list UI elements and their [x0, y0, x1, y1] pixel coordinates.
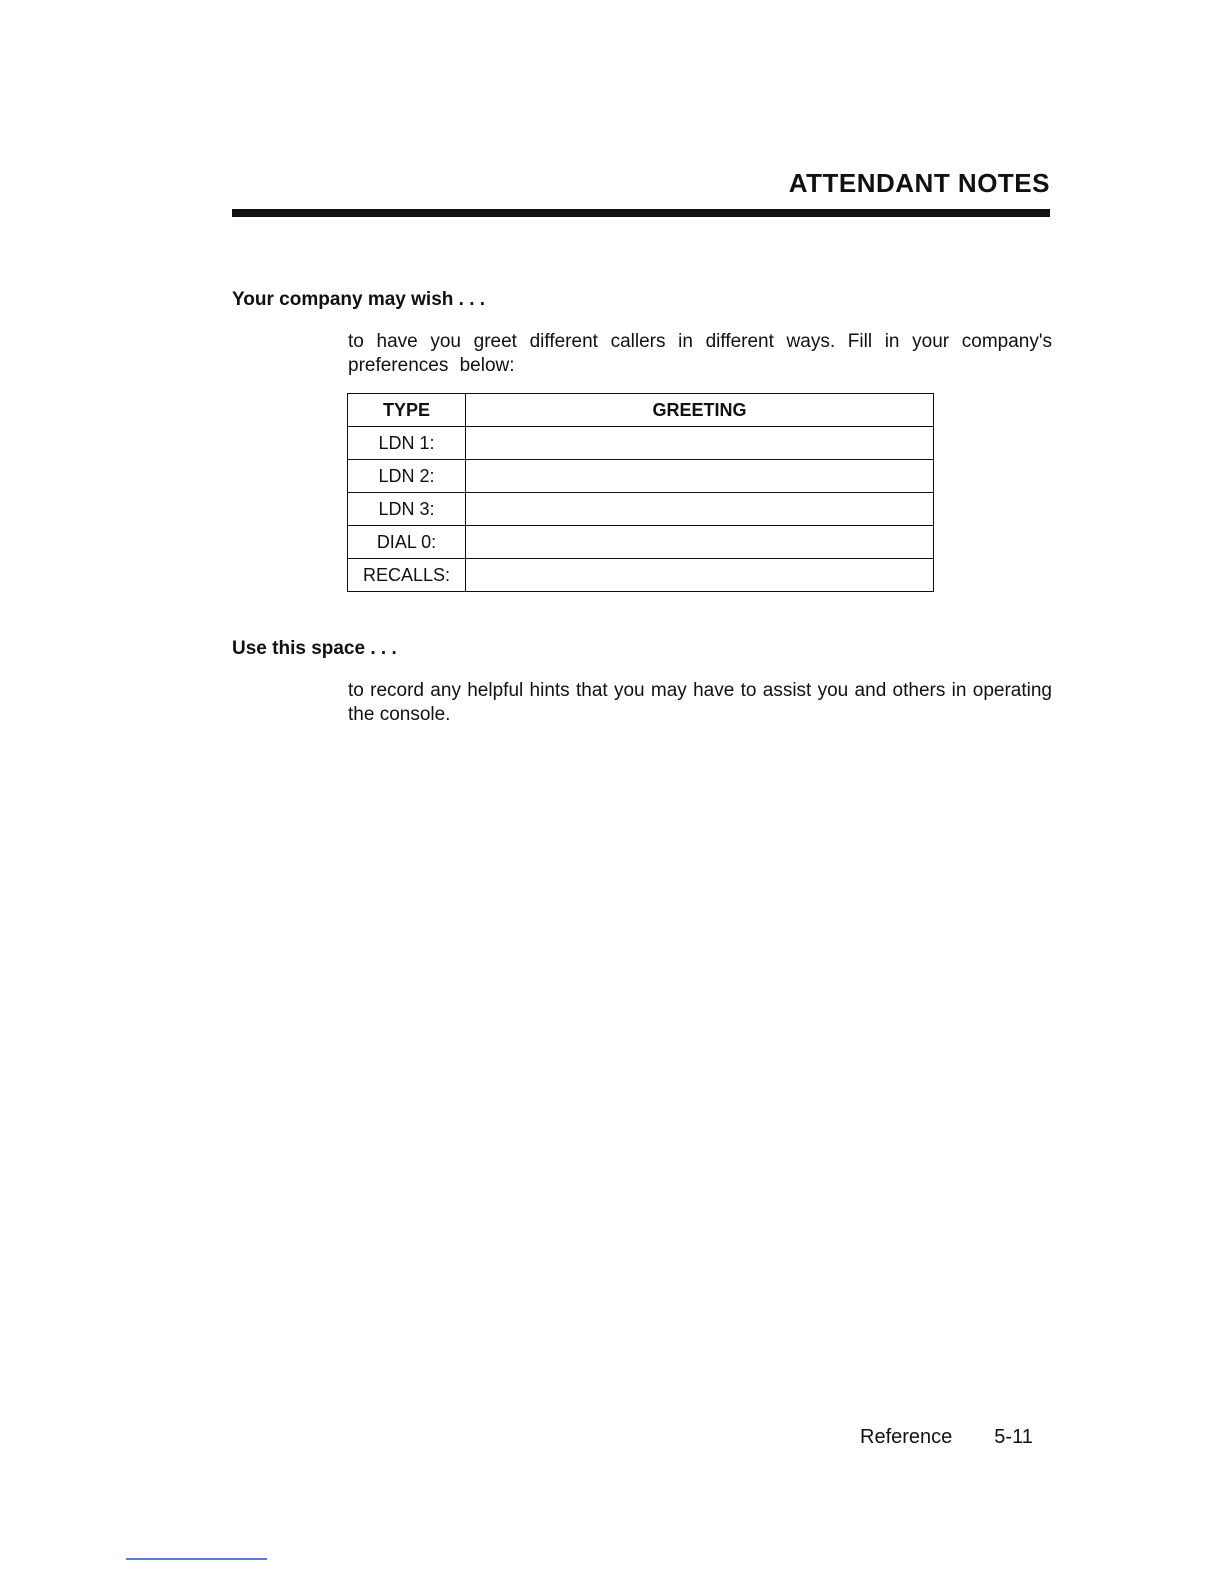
footer-section-name: Reference [860, 1426, 953, 1448]
section-body-use-space: to record any helpful hints that you may have to assist you and others in operating the console. [348, 680, 1052, 725]
type-cell: RECALLS: [348, 559, 466, 592]
title-rule [232, 209, 1050, 217]
table-row [348, 493, 934, 526]
greeting-cell[interactable] [466, 493, 934, 526]
column-header-greeting: GREETING [466, 394, 934, 427]
greeting-table [347, 393, 934, 592]
table-row [348, 526, 934, 559]
scan-edge-line [126, 1558, 267, 1560]
type-cell: LDN 2: [348, 460, 466, 493]
type-cell: LDN 3: [348, 493, 466, 526]
section-body-company-wish: to have you greet different callers in different ways. Fill in your company's preferences below: [348, 331, 1052, 376]
greeting-cell[interactable] [466, 460, 934, 493]
greeting-cell[interactable] [466, 427, 934, 460]
table-row [348, 427, 934, 460]
table-row [348, 460, 934, 493]
column-header-type: TYPE [348, 394, 466, 427]
type-cell: DIAL 0: [348, 526, 466, 559]
section-heading-use-space: Use this space . . . [232, 638, 397, 659]
greeting-cell[interactable] [466, 559, 934, 592]
footer-page-number: 5-11 [994, 1426, 1033, 1448]
page-footer [860, 1426, 1033, 1449]
greeting-cell[interactable] [466, 526, 934, 559]
section-heading-company-wish: Your company may wish . . . [232, 289, 486, 310]
type-cell: LDN 1: [348, 427, 466, 460]
page-title: ATTENDANT NOTES [788, 168, 1050, 198]
table-header-row [348, 394, 934, 427]
table-row [348, 559, 934, 592]
